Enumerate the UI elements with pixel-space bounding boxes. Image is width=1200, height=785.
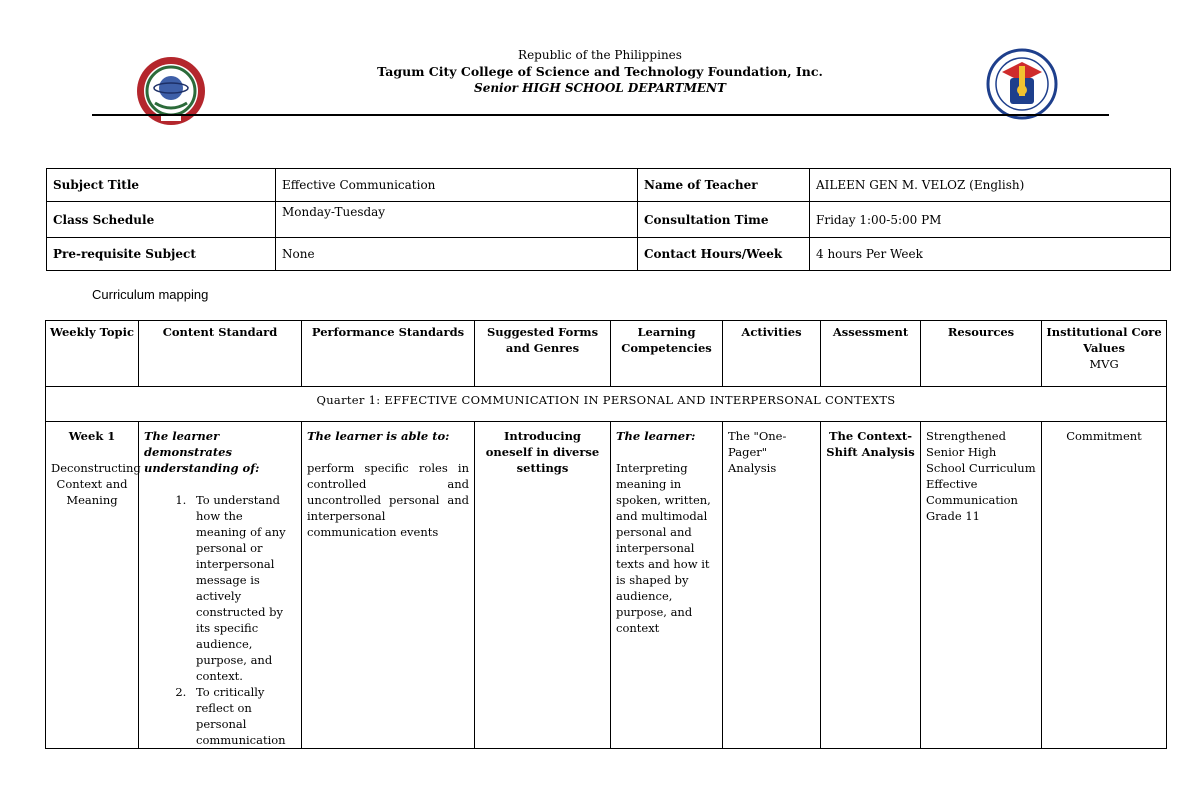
core-values-title: Institutional Core Values: [1046, 325, 1162, 355]
header-core-values: [1042, 321, 1167, 387]
core-values-cell: Commitment: [1042, 422, 1167, 749]
performance-standards-text: perform specific roles in controlled and uncontrolled personal and interpersonal communication events: [307, 461, 469, 539]
weekly-topic-cell: [46, 422, 139, 749]
week-topic: Deconstructing Context and Meaning: [51, 461, 141, 507]
list-item: 1. To understand how the meaning of any personal or interpersonal message is actively constructed by its specific audience, purpose, and context.: [190, 492, 296, 684]
curriculum-mapping-label: Curriculum mapping: [92, 287, 209, 302]
schedule-label: Class Schedule: [47, 202, 276, 238]
forms-genres-cell: Introducing oneself in diverse settings: [475, 422, 611, 749]
subject-title-value: Effective Communication: [276, 169, 638, 202]
hours-value: 4 hours Per Week: [810, 238, 1171, 271]
schedule-value: Monday-Tuesday: [276, 202, 638, 238]
header-forms-genres: Suggested Forms and Genres: [475, 321, 611, 387]
header-performance-standards: Performance Standards: [302, 321, 475, 387]
core-values-subtitle: MVG: [1089, 357, 1119, 371]
prereq-label: Pre-requisite Subject: [47, 238, 276, 271]
performance-standards-intro: The learner is able to:: [307, 429, 450, 443]
consultation-value: Friday 1:00-5:00 PM: [810, 202, 1171, 238]
hours-label: Contact Hours/Week: [638, 238, 810, 271]
prereq-value: None: [276, 238, 638, 271]
week-label: Week 1: [68, 429, 116, 443]
learning-competencies-cell: [611, 422, 723, 749]
assessment-cell: The Context-Shift Analysis: [821, 422, 921, 749]
competencies-intro: The learner:: [616, 429, 696, 443]
consultation-label: Consultation Time: [638, 202, 810, 238]
activities-cell: The "One-Pager" Analysis: [723, 422, 821, 749]
info-row: [47, 169, 1171, 202]
info-row: [47, 238, 1171, 271]
header-college-name: Tagum City College of Science and Technology Foundation, Inc.: [377, 64, 823, 79]
quarter-title: Quarter 1: EFFECTIVE COMMUNICATION IN PERSONAL AND INTERPERSONAL CONTEXTS: [46, 387, 1167, 422]
subject-info-table: [46, 168, 1171, 271]
header-activities: Activities: [723, 321, 821, 387]
header-resources: Resources: [921, 321, 1042, 387]
college-seal-logo: [133, 55, 209, 127]
table-header-row: [46, 321, 1167, 387]
subject-title-label: Subject Title: [47, 169, 276, 202]
header-assessment: Assessment: [821, 321, 921, 387]
resources-cell: Strengthened Senior High School Curriculum Effective Communication Grade 11: [921, 422, 1042, 749]
list-item: 2. To critically reflect on personal communication: [190, 684, 296, 748]
competencies-text: Interpreting meaning in spoken, written, and multimodal personal and interpersonal texts and how it is shaped by audience, purpose, and context: [616, 461, 711, 635]
header-learning-competencies: Learning Competencies: [611, 321, 723, 387]
deped-seal-logo: [986, 48, 1058, 120]
header-weekly-topic: Weekly Topic: [46, 321, 139, 387]
header-content-standard: Content Standard: [139, 321, 302, 387]
content-standard-intro: The learner demonstrates understanding of:: [144, 429, 260, 475]
teacher-label: Name of Teacher: [638, 169, 810, 202]
quarter-row: [46, 387, 1167, 422]
curriculum-map-table: [45, 320, 1167, 749]
header-divider: [92, 114, 1109, 116]
performance-standards-cell: [302, 422, 475, 749]
teacher-value: AILEEN GEN M. VELOZ (English): [810, 169, 1171, 202]
header-department: Senior HIGH SCHOOL DEPARTMENT: [474, 81, 726, 95]
header-republic: Republic of the Philippines: [518, 48, 682, 62]
table-row: [46, 422, 1167, 749]
content-standard-list: [144, 492, 296, 748]
info-row: [47, 202, 1171, 238]
content-standard-cell: [139, 422, 302, 749]
